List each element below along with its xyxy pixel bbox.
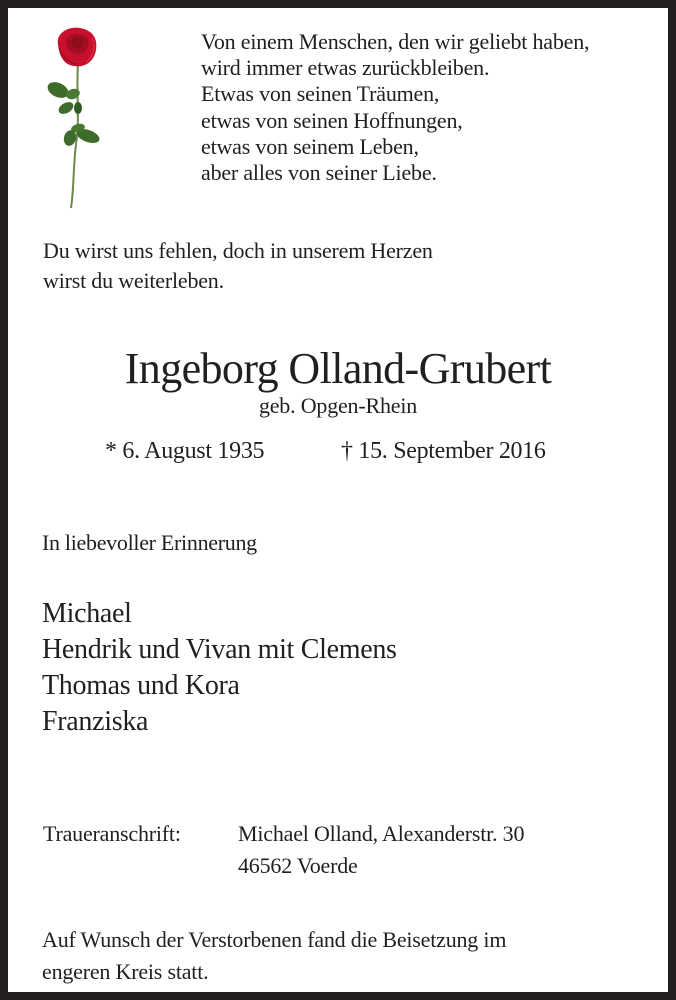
poem: [201, 29, 589, 186]
obituary-card: [8, 8, 668, 992]
note-line: Auf Wunsch der Verstorbenen fand die Beisetzung im: [42, 927, 507, 952]
poem-line: etwas von seinem Leben,: [201, 133, 419, 159]
deceased-name: Ingeborg Olland-Grubert: [124, 344, 552, 393]
mourner: Thomas und Kora: [42, 670, 240, 701]
red-rose-icon: [36, 24, 116, 210]
verse-line: Du wirst uns fehlen, doch in unserem Herzen: [43, 238, 433, 263]
poem-line: Von einem Menschen, den wir geliebt haben,: [201, 29, 590, 54]
memory-line: In liebevoller Erinnerung: [42, 530, 257, 555]
poem-line: Etwas von seinen Träumen,: [201, 81, 440, 107]
address-line: 46562 Voerde: [238, 853, 358, 878]
poem-line: wird immer etwas zurückbleiben.: [201, 55, 490, 81]
burial-note: [42, 924, 506, 988]
death-date: † 15. September 2016: [341, 438, 546, 464]
address-label: Traueranschrift:: [43, 821, 181, 846]
birth-date: * 6. August 1935: [105, 438, 265, 464]
mourner: Franziska: [42, 706, 149, 737]
mourner: Hendrik und Vivan mit Clemens: [42, 634, 397, 665]
poem-line: aber alles von seiner Liebe.: [201, 159, 437, 185]
note-line: engeren Kreis statt.: [42, 959, 209, 984]
mourners-list: [42, 596, 397, 740]
address-value: [238, 818, 524, 882]
address-line: Michael Olland, Alexanderstr. 30: [238, 821, 525, 846]
verse: [43, 236, 433, 296]
poem-line: etwas von seinen Hoffnungen,: [201, 107, 463, 133]
mourner: Michael: [42, 598, 132, 629]
verse-line: wirst du weiterleben.: [43, 268, 224, 293]
maiden-name: geb. Opgen-Rhein: [258, 393, 418, 418]
